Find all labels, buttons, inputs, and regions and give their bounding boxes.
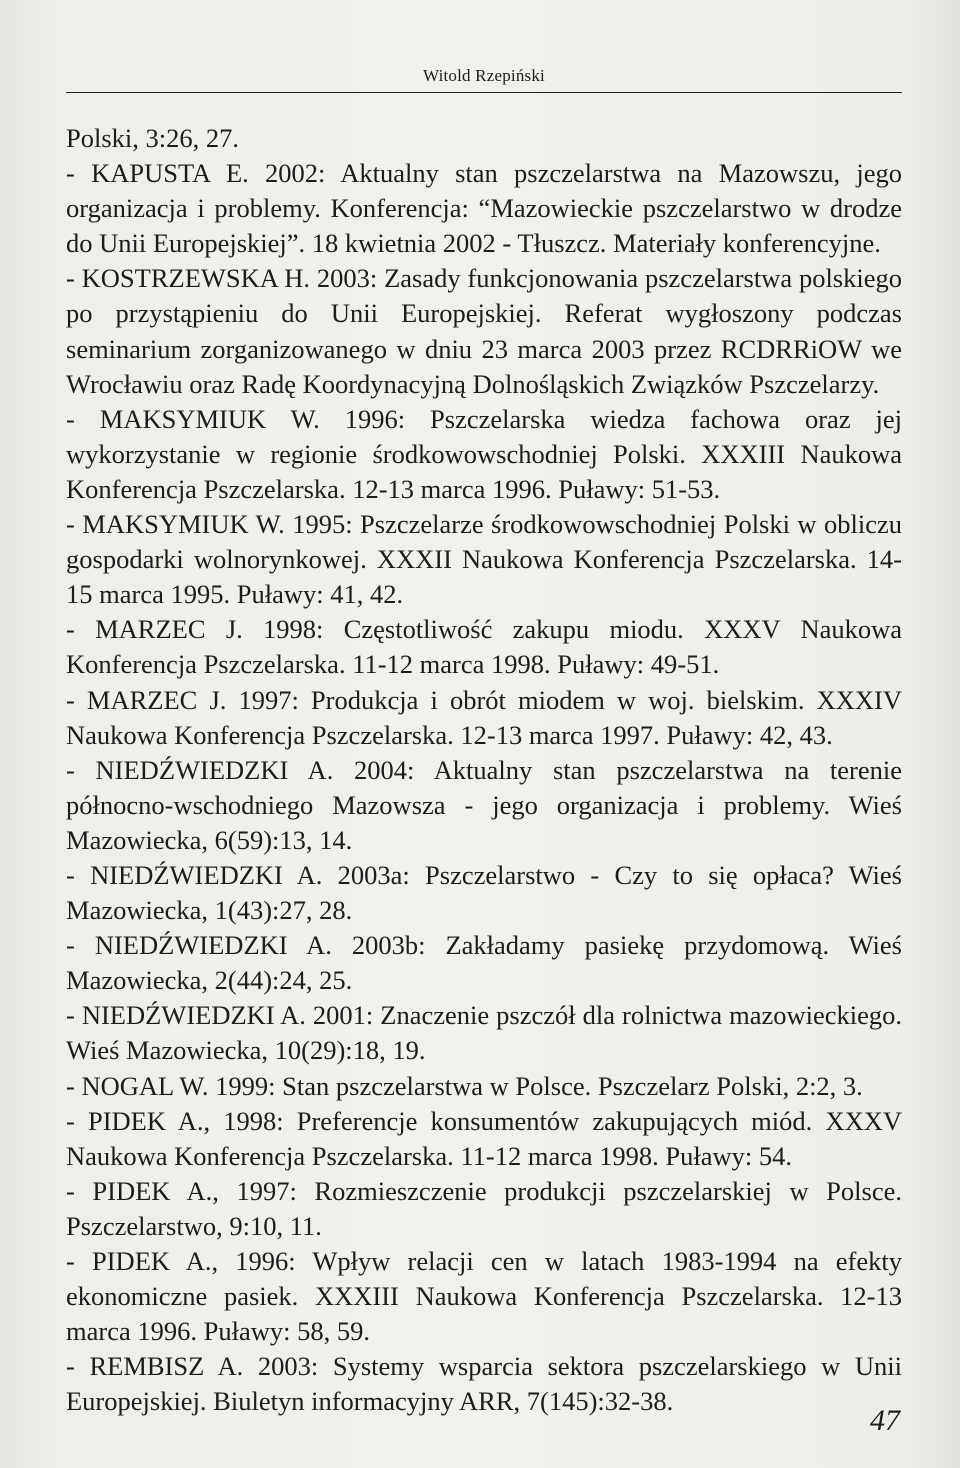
reference-entry: - KOSTRZEWSKA H. 2003: Zasady funkcjonowania pszczelarstwa polskiego po przystąpieniu do Unii Europejskiej. Referat wygłoszony podczas seminarium zorganizowanego w dniu 23 marca 2003 przez RCDRRiOW we Wrocławiu oraz Radę Koordynacyjną Dolnośląskich Związków Pszczelarzy. <box>66 263 902 399</box>
reference-entry: - PIDEK A., 1997: Rozmieszczenie produkcji pszczelarskiej w Polsce. Pszczelarstwo, 9:10, 11. <box>66 1175 902 1241</box>
reference-entry: - MAKSYMIUK W. 1996: Pszczelarska wiedza fachowa oraz jej wykorzystanie w regionie środkowowschodniej Polski. XXXIII Naukowa Konferencja Pszczelarska. 12-13 marca 1996. Puławy: 51-53. <box>66 403 902 504</box>
reference-entry: - PIDEK A., 1998: Preferencje konsumentów zakupujących miód. XXXV Naukowa Konferencja Pszczelarska. 11-12 marca 1998. Puławy: 54. <box>66 1105 902 1171</box>
reference-entry: - PIDEK A., 1996: Wpływ relacji cen w latach 1983-1994 na efekty ekonomiczne pasiek. XXXIII Naukowa Konferencja Pszczelarska. 12-13 marca 1996. Puławy: 58, 59. <box>66 1246 902 1347</box>
reference-entry: - NIEDŹWIEDZKI A. 2003a: Pszczelarstwo - Czy to się opłaca? Wieś Mazowiecka, 1(43):27, 28. <box>66 859 902 926</box>
reference-entry: - NIEDŹWIEDZKI A. 2001: Znaczenie pszczół dla rolnictwa mazowieckiego. Wieś Mazowiecka, 10(29):18, 19. <box>66 1000 902 1066</box>
reference-entry: - NIEDŹWIEDZKI A. 2003b: Zakładamy pasiekę przydomową. Wieś Mazowiecka, 2(44):24, 25. <box>66 930 902 996</box>
reference-entry: - NOGAL W. 1999: Stan pszczelarstwa w Polsce. Pszczelarz Polski, 2:2, 3. <box>66 1070 863 1101</box>
reference-entry: - NIEDŹWIEDZKI A. 2004: Aktualny stan pszczelarstwa na terenie północno-wschodniego Mazowsza - jego organizacja i problemy. Wieś Mazowiecka, 6(59):13, 14. <box>66 754 902 855</box>
reference-entry: - MAKSYMIUK W. 1995: Pszczelarze środkowowschodniej Polski w obliczu gospodarki wolnorynkowej. XXXII Naukowa Konferencja Pszczelarska. 14-15 marca 1995. Puławy: 41, 42. <box>66 509 902 610</box>
header-rule <box>66 92 902 93</box>
running-header-author: Witold Rzepiński <box>423 66 545 85</box>
reference-entry: - MARZEC J. 1998: Częstotliwość zakupu miodu. XXXV Naukowa Konferencja Pszczelarska. 11-12 marca 1998. Puławy: 49-51. <box>66 614 902 680</box>
reference-entry: - MARZEC J. 1997: Produkcja i obrót miodem w woj. bielskim. XXXIV Naukowa Konferencja Pszczelarska. 12-13 marca 1997. Puławy: 42, 43. <box>66 684 902 750</box>
reference-list <box>66 121 902 1419</box>
reference-entry: Polski, 3:26, 27. <box>66 123 240 153</box>
reference-entry: - REMBISZ A. 2003: Systemy wsparcia sektora pszczelarskiego w Unii Europejskiej. Biuletyn informacyjny ARR, 7(145):32-38. <box>66 1351 902 1417</box>
page-number: 47 <box>870 1404 900 1437</box>
reference-entry: - KAPUSTA E. 2002: Aktualny stan pszczelarstwa na Mazowszu, jego organizacja i problemy. Konferencja: “Mazowieckie pszczelarstwo w drodze do Unii Europejskiej”. 18 kwietnia 2002 - Tłuszcz. Materiały konferencyjne. <box>66 158 902 259</box>
